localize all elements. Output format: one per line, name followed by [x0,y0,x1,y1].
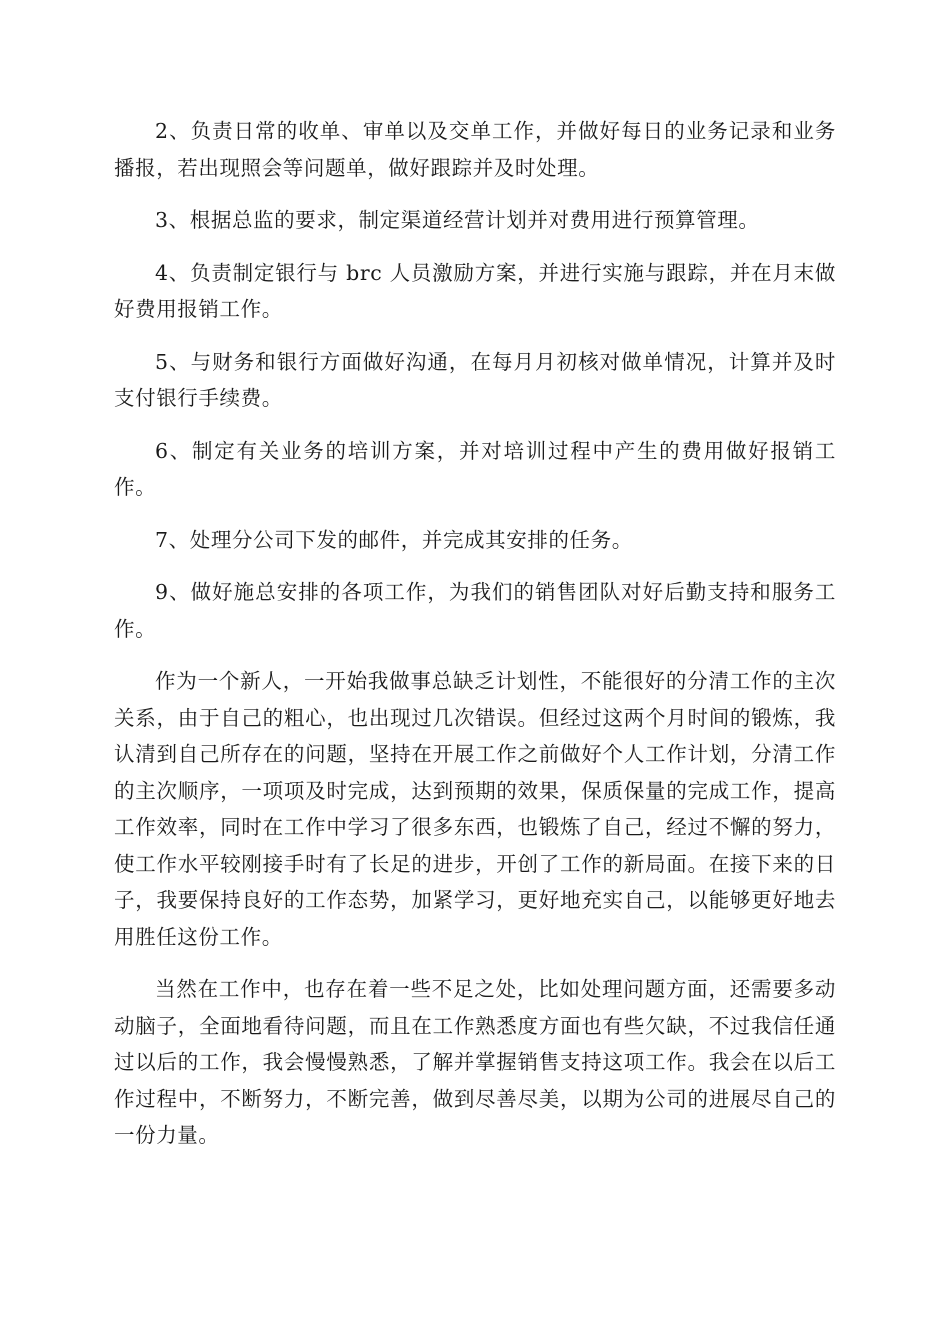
paragraph-item-9: 9、做好施总安排的各项工作，为我们的销售团队对好后勤支持和服务工作。 [114,580,836,641]
paragraph-shortcomings: 当然在工作中，也存在着一些不足之处，比如处理问题方面，还需要多动动脑子，全面地看待问题，而且在工作熟悉度方面也有些欠缺，不过我信任通过以后的工作，我会慢慢熟悉，了解并掌握销售支持这项工作。我会在以后工作过程中，不断努力，不断完善，做到尽善尽美，以期为公司的进展尽自己的一份力量。 [114,977,836,1147]
paragraph-item-6: 6、制定有关业务的培训方案，并对培训过程中产生的费用做好报销工作。 [114,438,836,499]
paragraph-item-5: 5、与财务和银行方面做好沟通，在每月月初核对做单情况，计算并及时支付银行手续费。 [114,349,836,410]
paragraph-self-review: 作为一个新人，一开始我做事总缺乏计划性，不能很好的分清工作的主次关系，由于自己的粗心，也出现过几次错误。但经过这两个月时间的锻炼，我认清到自己所存在的问题，坚持在开展工作之前做好个人工作计划，分清工作的主次顺序，一项项及时完成，达到预期的效果，保质保量的完成工作，提高工作效率，同时在工作中学习了很多东西，也锻炼了自己，经过不懈的努力，使工作水平较刚接手时有了长足的进步，开创了工作的新局面。在接下来的日子，我要保持良好的工作态势，加紧学习，更好地充实自己，以能够更好地去用胜任这份工作。 [114,669,836,949]
paragraph-item-2: 2、负责日常的收单、审单以及交单工作，并做好每日的业务记录和业务播报，若出现照会等问题单，做好跟踪并及时处理。 [114,119,836,180]
paragraph-item-7: 7、处理分公司下发的邮件，并完成其安排的任务。 [155,527,633,552]
document-body [114,113,836,1170]
paragraph-item-3: 3、根据总监的要求，制定渠道经营计划并对费用进行预算管理。 [155,208,760,232]
paragraph-item-4: 4、负责制定银行与 brc 人员激励方案，并进行实施与跟踪，并在月末做好费用报销工作。 [114,260,836,321]
